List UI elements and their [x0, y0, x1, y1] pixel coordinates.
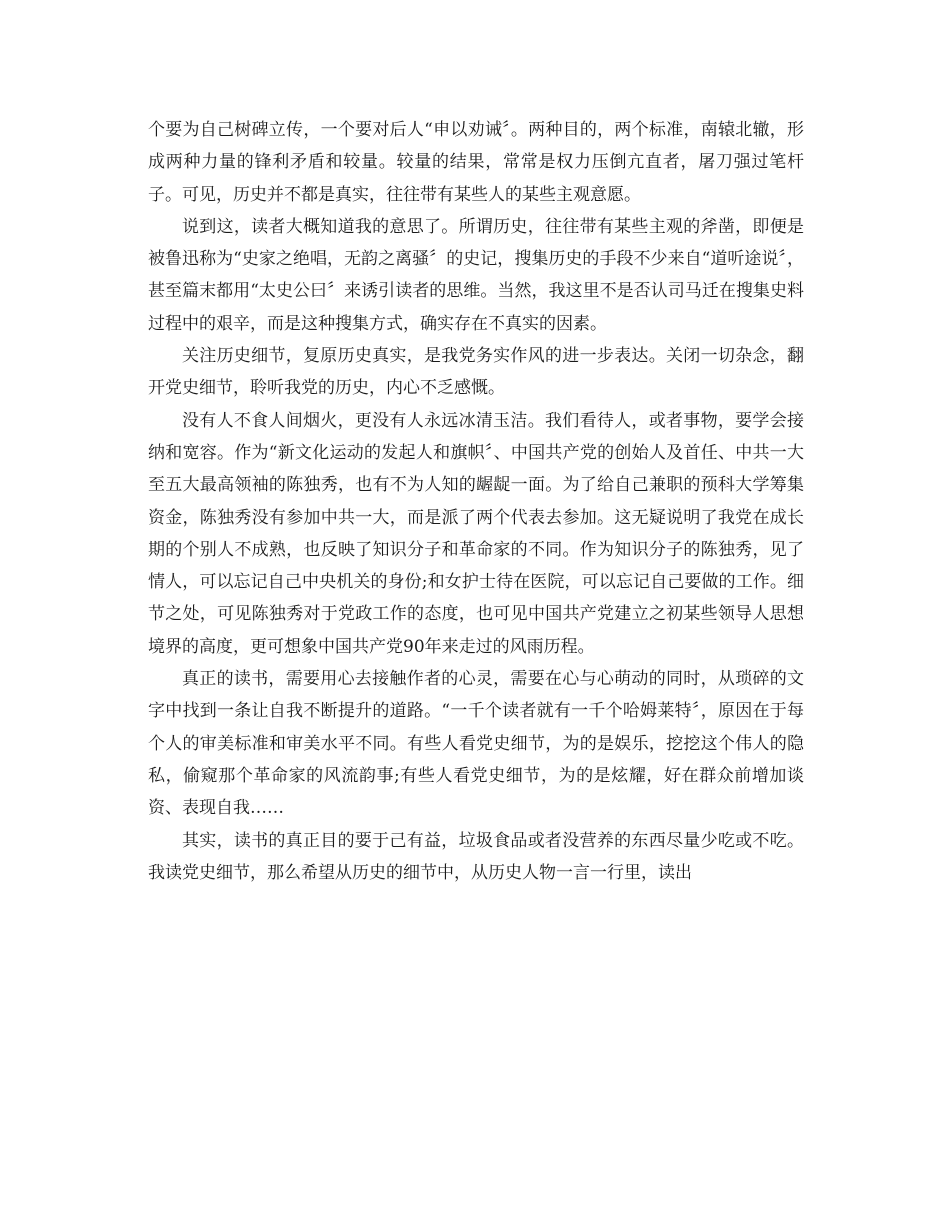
paragraph: 关注历史细节，复原历史真实，是我党务实作风的进一步表达。关闭一切杂念，翻开党史细节，聆听我党的历史，内心不乏感慨。: [148, 346, 804, 399]
paragraph: 真正的读书，需要用心去接触作者的心灵，需要在心与心萌动的同时，从琐碎的文字中找到一条让自我不断提升的道路。“一千个读者就有一千个哈姆莱特〞，原因在于每个人的审美标准和审美水平不同。有些人看党史细节，为的是娱乐，挖挖这个伟人的隐私，偷窥那个革命家的风流韵事;有些人看党史细节，为的是炫耀，好在群众前增加谈资、表现自我……: [148, 669, 804, 819]
paragraph: 没有人不食人间烟火，更没有人永远冰清玉洁。我们看待人，或者事物，要学会接纳和宽容。作为“新文化运动的发起人和旗帜〞、中国共产党的创始人及首任、中共一大至五大最高领袖的陈独秀，也有不为人知的龌龊一面。为了给自己兼职的预科大学筹集资金，陈独秀没有参加中共一大，而是派了两个代表去参加。这无疑说明了我党在成长期的个别人不成熟，也反映了知识分子和革命家的不同。作为知识分子的陈独秀，见了情人，可以忘记自己中央机关的身份;和女护士待在医院，可以忘记自己要做的工作。细节之处，可见陈独秀对于党政工作的态度，也可见中国共产党建立之初某些领导人思想境界的高度，更可想象中国共产党90年来走过的风雨历程。: [148, 410, 804, 657]
paragraph: 个要为自己树碑立传，一个要对后人“申以劝诫〞。两种目的，两个标准，南辕北辙，形成两种力量的锋利矛盾和较量。较量的结果，常常是权力压倒亢直者，屠刀强过笔杆子。可见，历史并不都是真实，往往带有某些人的某些主观意愿。: [148, 120, 804, 205]
paragraph: 其实，读书的真正目的要于己有益，垃圾食品或者没营养的东西尽量少吃或不吃。我读党史细节，那么希望从历史的细节中，从历史人物一言一行里，读出: [148, 830, 804, 883]
paragraph: 说到这，读者大概知道我的意思了。所谓历史，往往带有某些主观的斧凿，即便是被鲁迅称为“史家之绝唱，无韵之离骚〞的史记，搜集历史的手段不少来自“道听途说〞，甚至篇末都用“太史公曰〞来诱引读者的思维。当然，我这里不是否认司马迁在搜集史料过程中的艰辛，而是这种搜集方式，确实存在不真实的因素。: [148, 216, 804, 334]
body-text: [148, 114, 804, 889]
